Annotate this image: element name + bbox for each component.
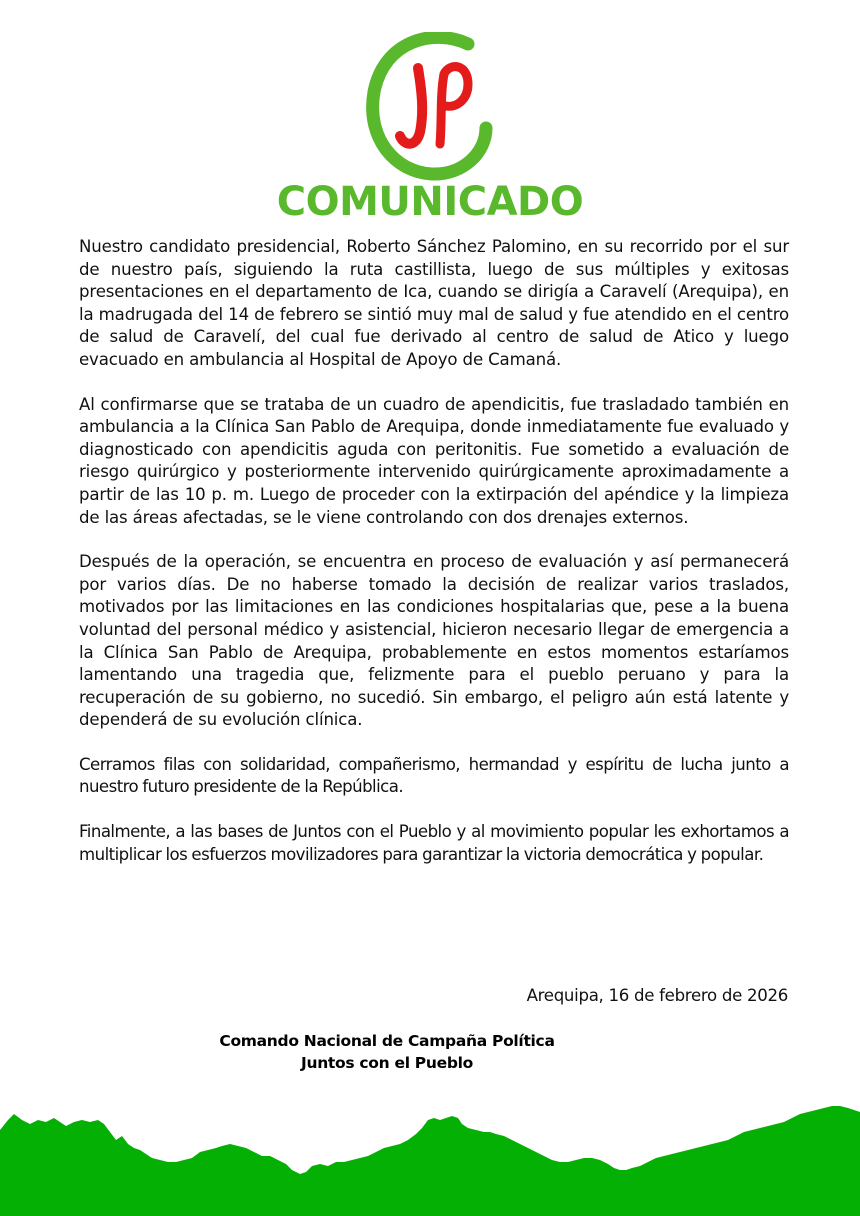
jp-logo-icon — [364, 32, 494, 182]
paragraph-2: Al confirmarse que se trataba de un cuadro de apendicitis, fue trasladado también en ambulancia a la Clínica San Pablo de Arequipa, donde inmediatamente fue evaluado y diagnosticado con apendicitis aguda con peritonitis. Fue sometido a evaluación de riesgo quirúrgico y posteriormente intervenido quirúrgicamente aproximadamente a partir de las 10 p. m. Luego de proceder con la extirpación del apéndice y la limpieza de las áreas afectadas, se le viene controlando con dos drenajes externos. — [79, 394, 789, 527]
logo-green-arc — [373, 37, 486, 174]
paragraph-3: Después de la operación, se encuentra en proceso de evaluación y así permanecerá por varios días. De no haberse tomado la decisión de realizar varios traslados, motivados por las limitaciones en las condiciones hospitalarias que, pese a la buena voluntad del personal médico y asistencial, hicieron necesario llegar de emergencia a la Clínica San Pablo de Arequipa, probablemente en estos momentos estaríamos lamentando una tragedia que, felizmente para el pueblo peruano y para la recuperación de su gobierno, no sucedió. Sin embargo, el peligro aún está latente y dependerá de su evolución clínica. — [79, 552, 789, 730]
paragraph-1: Nuestro candidato presidencial, Roberto Sánchez Palomino, en su recorrido por el sur de nuestro país, siguiendo la ruta castillista, luego de sus múltiples y exitosas presentaciones en el departamento de Ica, cuando se dirigía a Caravelí (Arequipa), en la madrugada del 14 de febrero se sintió muy mal de salud y fue atendido en el centro de salud de Caravelí, del cual fue derivado al centro de salud de Atico y luego evacuado en ambulancia al Hospital de Apoyo de Camaná. — [79, 237, 789, 369]
signature-block — [0, 1030, 860, 1074]
hills-shape — [0, 1106, 860, 1216]
page-title: COMUNICADO — [276, 179, 584, 225]
date-line: Arequipa, 16 de febrero de 2026 — [526, 986, 788, 1005]
logo-letter-j — [400, 68, 422, 144]
green-hills-footer — [0, 1090, 860, 1216]
signature-line-1: Comando Nacional de Campaña Política — [219, 1032, 555, 1050]
communique-body — [79, 236, 789, 888]
paragraph-5: Finalmente, a las bases de Juntos con el Pueblo y al movimiento popular les exhortamos a multiplicar los esfuerzos movilizadores para garantizar la victoria democrática y popular. — [79, 822, 789, 864]
signature-line-2: Juntos con el Pueblo — [301, 1054, 473, 1072]
paragraph-4: Cerramos filas con solidaridad, compañerismo, hermandad y espíritu de lucha junto a nuestro futuro presidente de la República. — [79, 754, 789, 797]
logo-letter-p — [440, 67, 468, 144]
